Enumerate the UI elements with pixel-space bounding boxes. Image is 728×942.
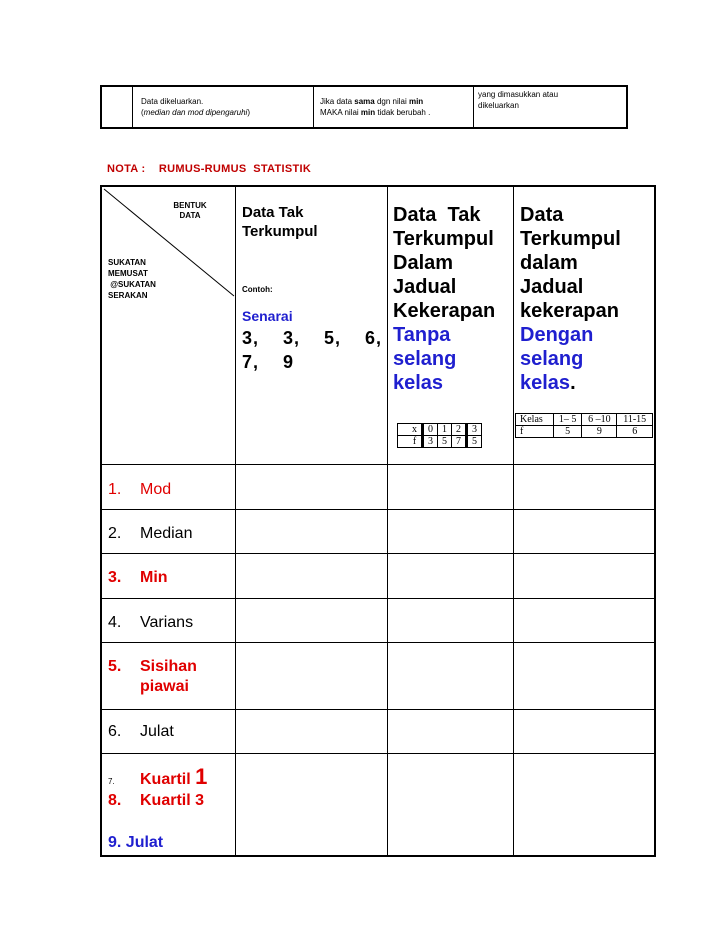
row-sisihan-piawai: 5. Sisihan piawai [108,658,197,695]
row-kuartil-1: 7. Kuartil 1 [108,764,208,789]
header-bentuk-data: BENTUK DATA [173,201,207,220]
row-kuartil-3: 8. Kuartil 3 [108,792,205,809]
col-dengan-selang-kelas: Data Terkumpul dalam Jadual kekerapan Dengan selang kelas. [520,204,621,394]
row-varians: 4. Varians [108,614,194,631]
top-table [100,85,628,129]
freq-table-dengan-selang: Kelas 1– 5 6 –10 11-15 f 5 9 6 [515,413,653,438]
list-values-2: 7, 9 [242,352,295,372]
row-median: 2. Median [108,525,193,542]
col-tanpa-selang-kelas: Data Tak Terkumpul Dalam Jadual Kekerapan Tanpa selang kelas [393,204,496,394]
grid-vline [513,187,514,855]
grid-vline [387,187,388,855]
grid-hline [102,553,654,554]
contoh-label: Contoh: [242,285,273,294]
top-cell-dikeluarkan [133,87,314,127]
row-mod: 1. Mod [108,481,172,498]
grid-hline [102,464,654,465]
row-julat-9: 9. Julat [108,834,164,851]
top-c1-line1: Data dikeluarkan. [141,97,204,106]
top-cell-empty [102,87,133,127]
grid-hline [102,509,654,510]
list-values-1: 3, 3, 5, 6, [242,328,383,348]
row-julat: 6. Julat [108,723,174,740]
top-c2-line1: Jika data sama dgn nilai min [320,97,424,106]
top-cell-dimasukkan [474,87,626,127]
grid-hline [102,642,654,643]
header-sukatan: SUKATAN MEMUSAT @SUKATAN SERAKAN [108,258,156,300]
top-c3-line2: dikeluarkan [478,101,519,110]
row-min: 3. Min [108,569,168,586]
grid-hline [102,753,654,754]
grid-vline [235,187,236,855]
top-c2-line2: MAKA nilai min tidak berubah . [320,108,431,117]
top-c3-line1: yang dimasukkan atau [478,90,559,99]
top-cell-sama [314,87,474,127]
freq-table-tanpa-selang: x 0 1 2 3 f 3 5 7 5 [397,423,482,448]
col-data-tak-terkumpul: Data Tak Terkumpul Contoh: Senarai 3, 3, 5, 6, 7, 9 [242,204,383,372]
grid-hline [102,598,654,599]
top-c1-line2: (median dan mod dipengaruhi) [141,108,250,117]
grid-hline [102,709,654,710]
main-table [100,185,656,857]
senarai-label: Senarai [242,308,293,324]
nota-heading: NOTA : RUMUS-RUMUS STATISTIK [107,163,312,175]
